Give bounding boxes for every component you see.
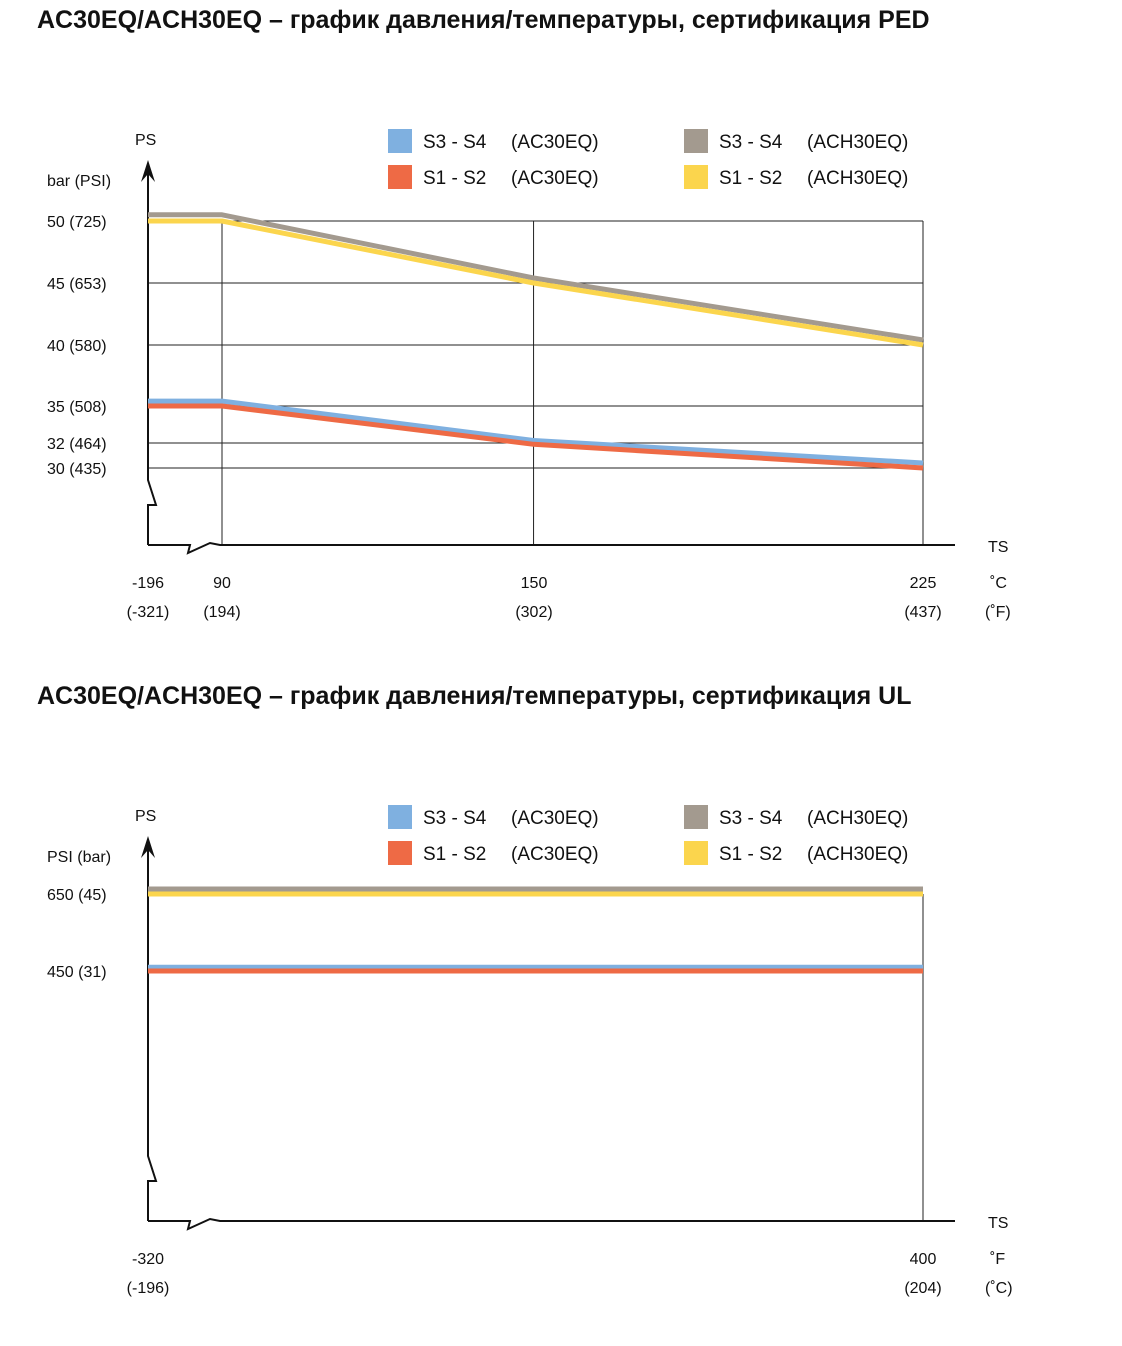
legend-swatch [684,841,708,865]
legend-model: (ACH30EQ) [807,808,909,829]
chart-ped [0,110,1122,670]
legend-model: (ACH30EQ) [807,844,909,865]
legend-model: (AC30EQ) [511,132,599,153]
legend-swatch [684,129,708,153]
y-tick-label: 50 (725) [47,214,107,231]
chart-ul [0,786,1122,1346]
y-tick-label: 30 (435) [47,461,107,478]
x-tick-label: -196 [131,575,165,592]
legend-model: (AC30EQ) [511,844,599,865]
legend-range: S3 - S4 [719,132,783,153]
legend-swatch [388,129,412,153]
x-tick-label: -320 [131,1251,165,1268]
series-line [148,406,923,468]
legend-model: (ACH30EQ) [807,168,909,189]
x-tick-label-secondary: (-321) [126,604,170,621]
legend-model: (AC30EQ) [511,168,599,189]
y-axis [148,168,156,545]
x-axis-unit-secondary: (˚C) [985,1280,1013,1297]
y-axis-name: PS [135,132,157,149]
legend-model: (AC30EQ) [511,808,599,829]
x-axis-name: TS [988,1215,1009,1232]
legend-range: S3 - S4 [719,808,783,829]
y-tick-label: 650 (45) [47,887,107,904]
y-tick-label: 40 (580) [47,338,107,355]
y-tick-label: 450 (31) [47,964,107,981]
x-axis [148,543,955,553]
x-tick-label-secondary: (194) [203,604,241,621]
x-tick-label: 90 [213,575,231,592]
x-tick-label-secondary: (302) [515,604,553,621]
y-axis-name: PS [135,808,157,825]
legend-swatch [684,165,708,189]
x-tick-label-secondary: (-196) [126,1280,170,1297]
legend-swatch [684,805,708,829]
legend-swatch [388,165,412,189]
legend-swatch [388,805,412,829]
x-axis-name: TS [988,539,1009,556]
y-tick-label: 45 (653) [47,276,107,293]
x-tick-label-secondary: (204) [904,1280,942,1297]
legend-range: S3 - S4 [423,808,487,829]
y-tick-label: 32 (464) [47,436,107,453]
chart-title-ul: AC30EQ/ACH30EQ – график давления/температуры, сертификация UL [37,682,912,710]
legend-range: S3 - S4 [423,132,487,153]
x-axis-unit-primary: ˚F [990,1251,1006,1268]
legend-range: S1 - S2 [423,168,487,189]
y-axis-unit: bar (PSI) [47,173,112,190]
x-tick-label: 150 [520,575,548,592]
series-line [148,215,923,340]
legend-range: S1 - S2 [719,168,783,189]
chart-title-ped: AC30EQ/ACH30EQ – график давления/температуры, сертификация PED [37,6,930,34]
legend-swatch [388,841,412,865]
x-tick-label-secondary: (437) [904,604,942,621]
x-axis-unit-primary: ˚C [990,575,1007,592]
x-tick-label: 400 [909,1251,937,1268]
x-axis [148,1219,955,1229]
y-axis [148,844,156,1221]
x-tick-label: 225 [909,575,937,592]
legend-range: S1 - S2 [719,844,783,865]
y-tick-label: 35 (508) [47,399,107,416]
legend-range: S1 - S2 [423,844,487,865]
legend-model: (ACH30EQ) [807,132,909,153]
y-axis-unit: PSI (bar) [47,849,112,866]
x-axis-unit-secondary: (˚F) [985,604,1011,621]
